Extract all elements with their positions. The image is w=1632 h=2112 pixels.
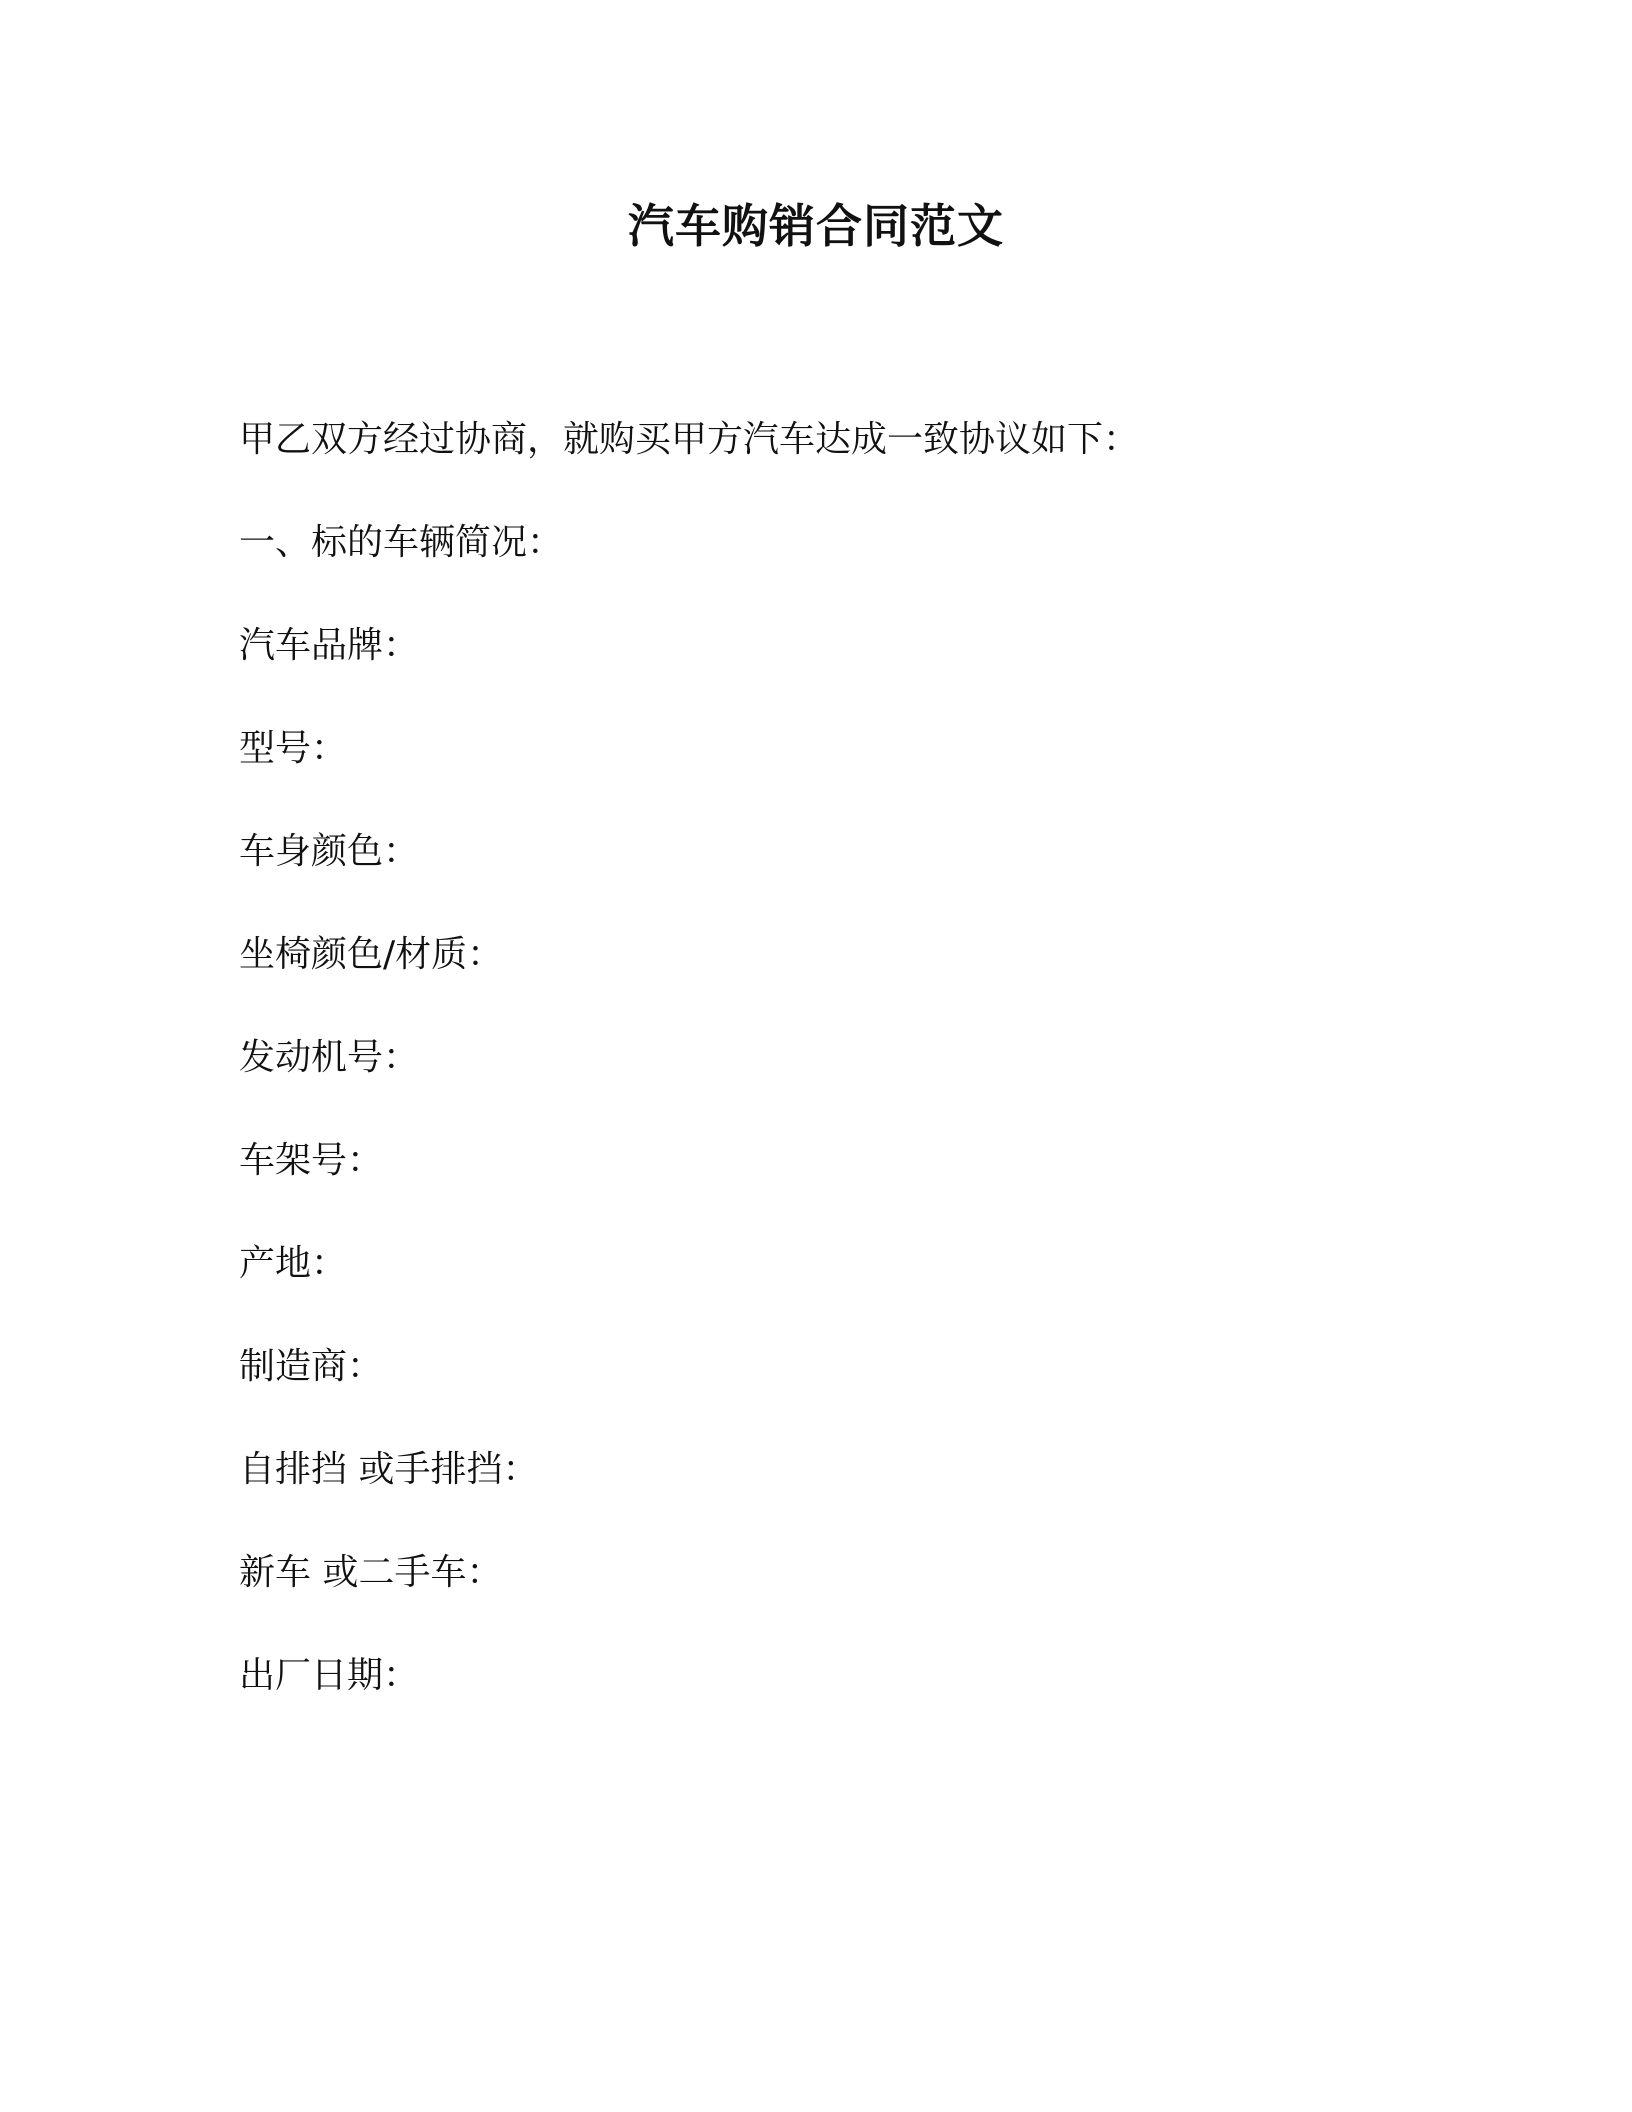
field-transmission: 自排挡 或手排挡： — [239, 1449, 539, 1490]
field-model: 型号： — [239, 728, 348, 769]
document-body — [239, 416, 1439, 1755]
intro-paragraph: 甲乙双方经过协商，就购买甲方汽车达成一致协议如下： — [239, 419, 1140, 460]
field-engine-number: 发动机号： — [239, 1037, 420, 1078]
field-body-color: 车身颜色： — [239, 831, 420, 872]
field-production-date: 出厂日期： — [239, 1655, 420, 1696]
field-car-brand: 汽车品牌： — [239, 625, 420, 666]
section-heading-vehicle-overview: 一、标的车辆简况： — [239, 522, 564, 563]
field-seat-color-material: 坐椅颜色/材质： — [239, 934, 504, 975]
document-title: 汽车购销合同范文 — [628, 199, 1004, 253]
field-frame-number: 车架号： — [239, 1140, 384, 1181]
field-origin: 产地： — [239, 1243, 348, 1284]
field-manufacturer: 制造商： — [239, 1346, 384, 1387]
field-new-or-used: 新车 或二手车： — [239, 1552, 503, 1593]
